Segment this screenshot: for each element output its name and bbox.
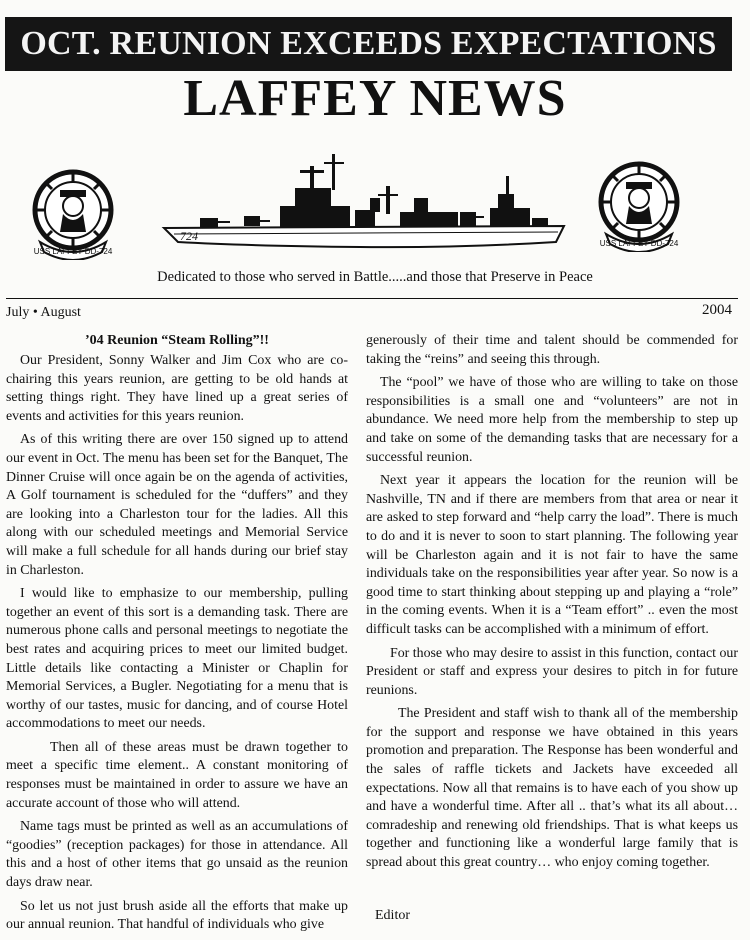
story-paragraph: As of this writing there are over 150 signed up to attend our event in Oct. The menu has been set for the Banquet, The Dinner Cruise will once again be on the agenda of activities, A Golf tournament is scheduled for the “duffers” and they are looking into a Charleston tour for the ladies. All this along with our scheduled meetings and Memorial Service will make a full schedule for all hands during our brief stay in Charleston.	[6, 432, 348, 578]
story-paragraph: Our President, Sonny Walker and Jim Cox who are co-chairing this years reunion, are getting to be old hands at setting things right. They have lined up a great series of events and activities for this years reunion.	[6, 353, 348, 424]
issue-year: 2004	[702, 302, 732, 318]
svg-text:USS LAFFEY DD-724: USS LAFFEY DD-724	[599, 239, 679, 248]
story-paragraph: The President and staff wish to thank all of the membership for the support and response we have obtained in this years promotion and preparation. The Response has been wonderful and the sales of raffle tickets and Jackets have exceeded all expectations. Now all that remains is to have each of you show up and have a wonderful time. After all .. that’s what its all about… comradeship and renewing old friendships. That is what keeps us together and functioning like a wonderful large family that is spread about this great country… who enjoy coming together.	[366, 706, 738, 871]
newsletter-title: LAFFEY NEWS	[183, 70, 567, 127]
destroyer-ship-illustration	[160, 148, 570, 260]
story-paragraph: I would like to emphasize to our membership, pulling together an event of this sort is a demanding task. There are numerous phone calls and personal meetings to negotiate the best rates and acquiring prices to meet our limited budget. Little details like contacting a Minister or Chaplin for Memorial Services, a Bugler. Negotiating for a menu that is worthy of our tastes, music for dancing, and of course Hotel accommodations to meet our needs.	[6, 586, 348, 732]
story-paragraph: So let us not just brush aside all the efforts that make up our annual reunion. That handful of individuals who give	[6, 898, 348, 933]
dedication-line: Dedicated to those who served in Battle.....and those that Preserve in Peace	[157, 269, 593, 285]
story-headline: ’04 Reunion “Steam Rolling”!!	[85, 333, 269, 348]
story-paragraph: Name tags must be printed as well as an accumulations of “goodies” (reception packages) for those in attendance. All this and a host of other items that go unsaid as the reunion days draw near.	[6, 819, 348, 891]
editor-signoff: Editor	[375, 908, 410, 923]
svg-text:USS LAFFEY DD-724: USS LAFFEY DD-724	[33, 247, 113, 256]
uss-laffey-emblem-icon	[30, 168, 116, 260]
story-paragraph: Then all of these areas must be drawn together to meet a specific time element.. A constant monitoring of responses must be maintained in order to assure we have an accurate account of those who will attend.	[6, 739, 348, 811]
story-column-right	[366, 332, 738, 878]
divider-rule	[6, 298, 738, 299]
uss-laffey-emblem-icon	[596, 160, 682, 252]
story-paragraph: For those who may desire to assist in this function, contact our President or staff and express your desires to pitch in for future reunions.	[366, 645, 738, 698]
story-paragraph: generously of their time and talent should be commended for taking the “reins” and seeing this through.	[366, 333, 738, 367]
story-paragraph: The “pool” we have of those who are willing to take on those responsibilities is a small one and “volunteers” are not in abundance. We need more help from the membership to step up and take on some of the demanding tasks that are necessary for a successful reunion.	[366, 375, 738, 465]
story-paragraph: Next year it appears the location for the reunion will be Nashville, TN and if there are members from that area or near it are asked to step forward and “help carry the load”. There is much to do and it is never to soon to start planning. The following year will be Charleston again and it is not fair to have the same individuals take on the responsibilities year after year. So now is a good time to start thinking about stepping up and playing a “role” in the coming events. When it is a “Team effort” .. even the most difficult tasks can be accomplished with a minimum of effort.	[366, 473, 738, 637]
story-column-left	[6, 352, 348, 940]
issue-period: July • August	[6, 305, 81, 320]
headline-banner: OCT. REUNION EXCEEDS EXPECTATIONS	[5, 17, 732, 71]
svg-text:724: 724	[180, 229, 198, 243]
